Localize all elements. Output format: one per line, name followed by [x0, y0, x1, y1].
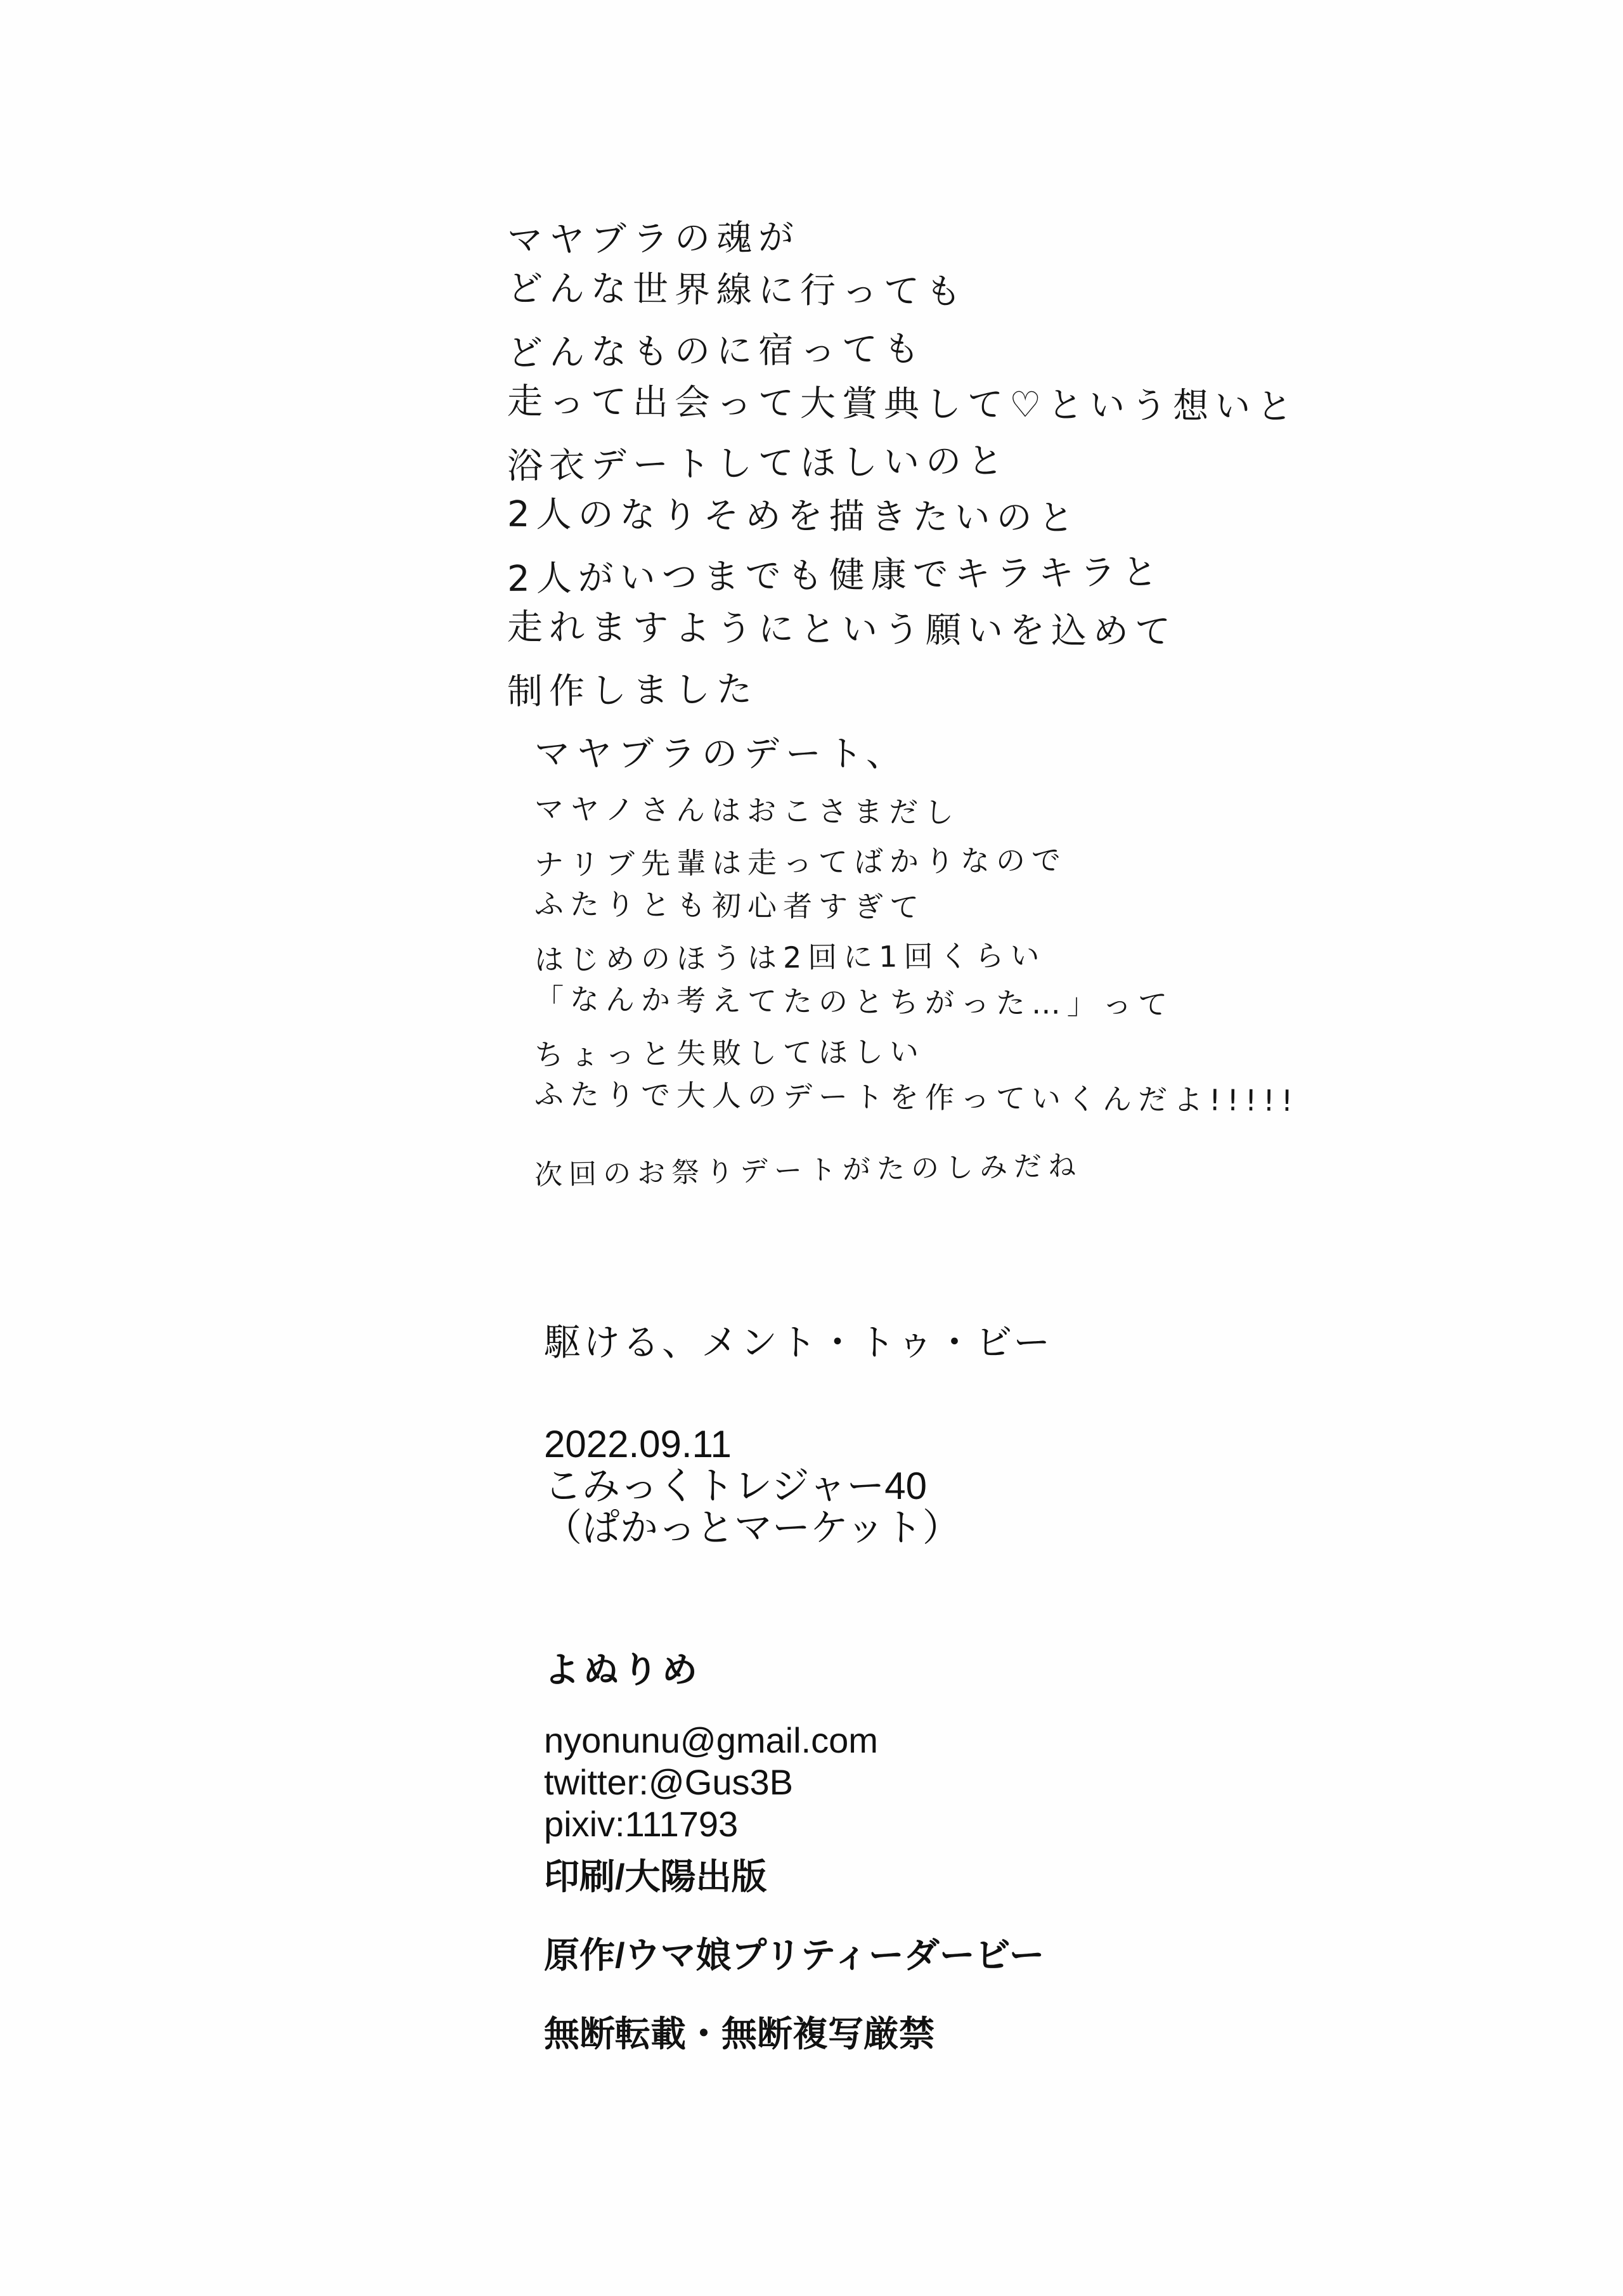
afterword-line: どんなものに宿っても — [507, 328, 926, 374]
date-note-line: 「なんか考えてたのとちがった…」って — [534, 982, 1174, 1022]
afterword-line: 制作しました — [507, 668, 759, 713]
date-note-line: マヤノさんはおこさまだし — [534, 791, 960, 830]
date-note-line: ナリブ先輩は走ってばかりなので — [534, 843, 1068, 882]
afterword-line: 走って出会って大賞典して♡という想いと — [507, 380, 1299, 428]
afterword-line: どんな世界線に行っても — [507, 268, 968, 313]
email-address: nyonunu@gmail.com — [544, 1720, 878, 1760]
event-info — [544, 1424, 960, 1549]
pixiv-id: pixiv:111793 — [544, 1804, 739, 1844]
copyright-notice: 無断転載・無断複写厳禁 — [544, 2014, 934, 2054]
contact-info — [544, 1720, 878, 1845]
original-work-credit: 原作/ウマ娘プリティーダービー — [544, 1935, 1045, 1975]
twitter-handle: twitter:@Gus3B — [544, 1762, 793, 1802]
afterword-line: 2人がいつまでも健康でキラキラと — [507, 552, 1164, 600]
afterword-line: 2人のなりそめを描きたいのと — [507, 493, 1080, 540]
date-note-line: はじめのほうは2回に1回くらい — [534, 938, 1046, 977]
date-note-line: ふたりで大人のデートを作っていくんだよ!!!!! — [534, 1077, 1300, 1118]
date-note — [534, 732, 1485, 1192]
afterword-message — [507, 214, 1458, 722]
event-space: （ぱかっとマーケット） — [544, 1507, 960, 1549]
date-note-line: ふたりとも初心者すぎて — [534, 886, 926, 924]
book-title: 駆ける、メント・トゥ・ビー — [544, 1322, 1053, 1363]
printer-credit: 印刷/大陽出版 — [544, 1857, 767, 1897]
date-note-closing: 次回のお祭りデートがたのしみだね — [534, 1150, 1083, 1192]
event-name: こみっくトレジャー40 — [544, 1465, 928, 1507]
author-name: よぬりめ — [544, 1650, 701, 1690]
afterword-line: マヤブラの魂が — [507, 217, 801, 261]
event-date: 2022.09.11 — [544, 1423, 732, 1465]
afterword-line: 走れますようにという願いを込めて — [507, 606, 1177, 653]
date-note-title: マヤブラのデート、 — [534, 734, 908, 775]
afterword-line: 浴衣デートしてほしいのと — [507, 440, 1010, 487]
date-note-line: ちょっと失敗してほしい — [534, 1034, 926, 1072]
